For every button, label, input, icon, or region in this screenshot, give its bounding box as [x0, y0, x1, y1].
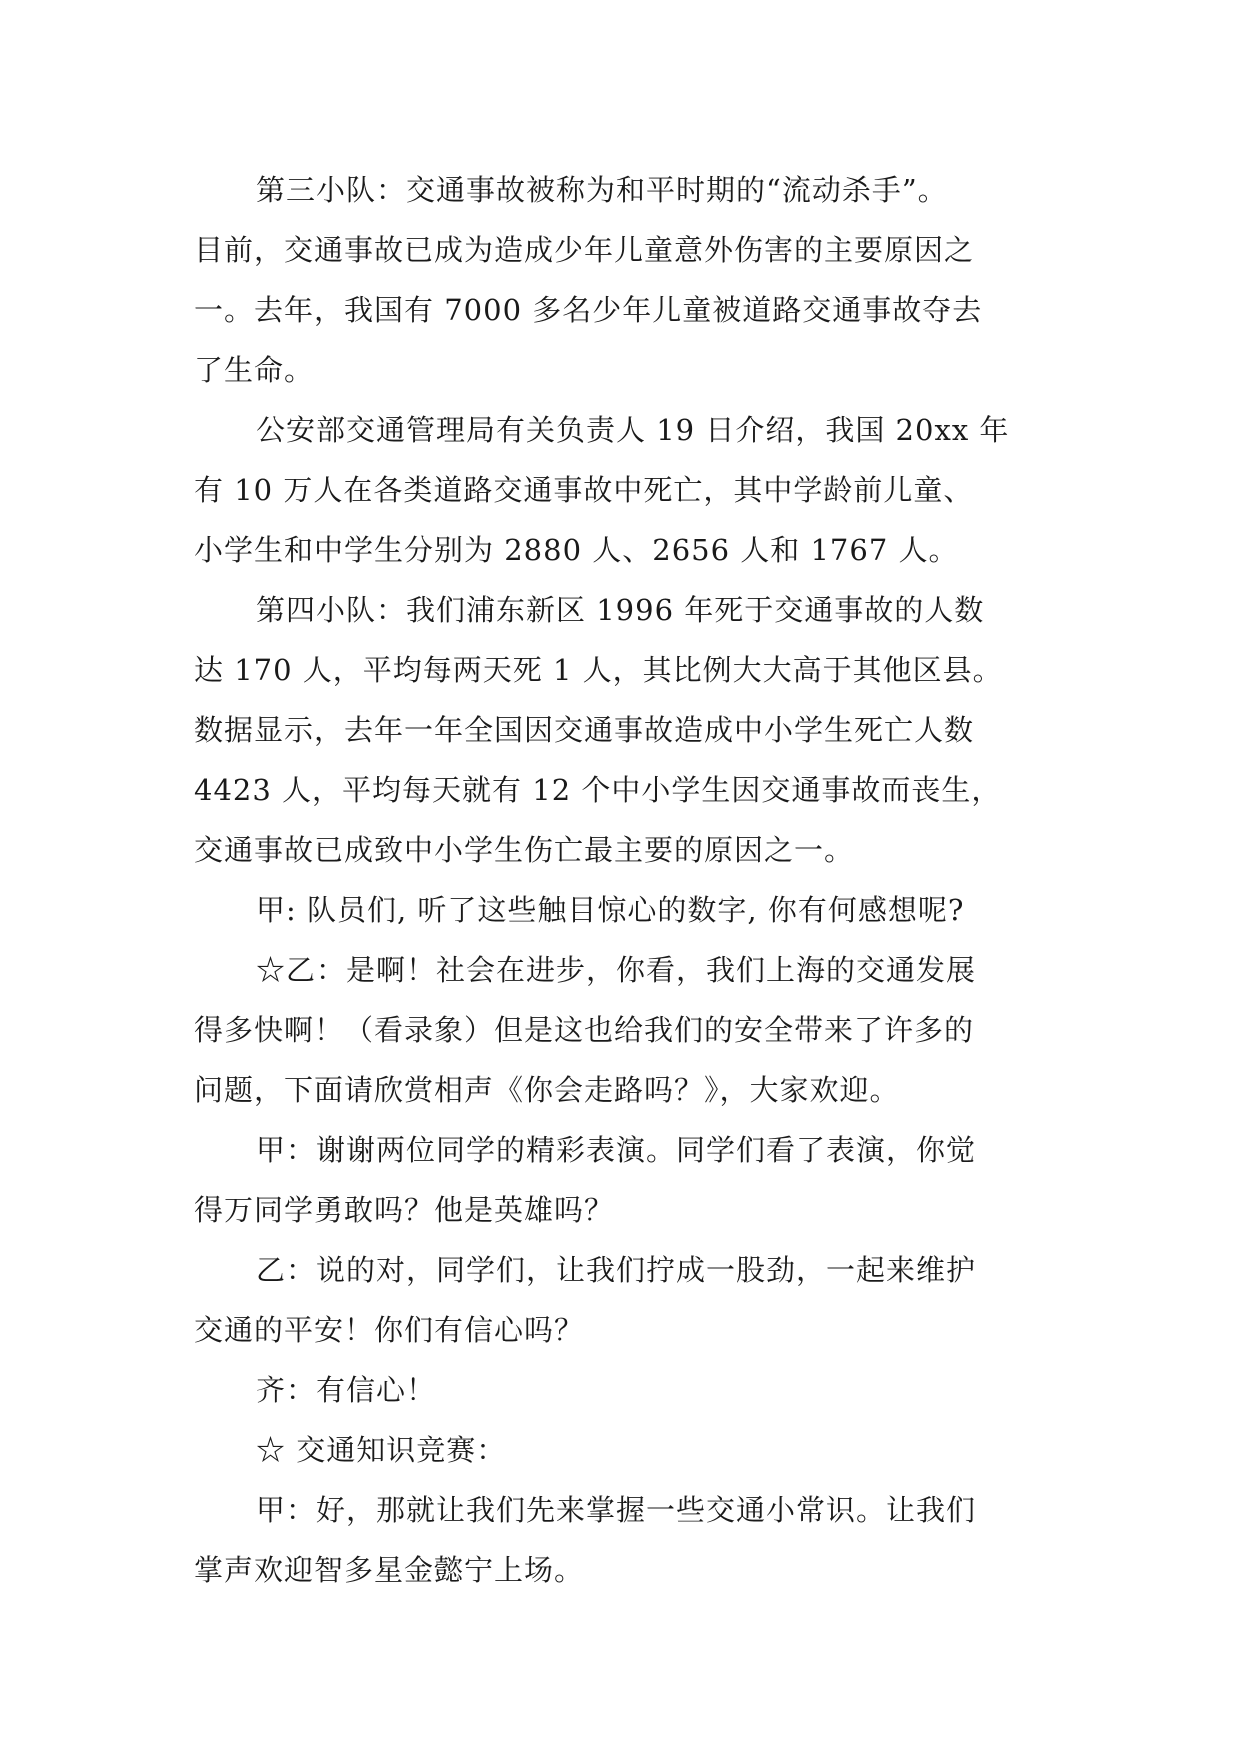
paragraph	[194, 1360, 1074, 1420]
text-line: 达 170 人，平均每两天死 1 人，其比例大大高于其他区县。	[194, 653, 1003, 687]
text-line: 公安部交通管理局有关负责人 19 日介绍，我国 20xx 年	[256, 413, 1010, 447]
text-line: 得多快啊！（看录象）但是这也给我们的安全带来了许多的	[194, 1013, 975, 1047]
text-line: 4423 人，平均每天就有 12 个中小学生因交通事故而丧生，	[194, 773, 1002, 807]
text-line: 第三小队：交通事故被称为和平时期的“流动杀手”。	[256, 173, 948, 207]
text-line: 数据显示，去年一年全国因交通事故造成中小学生死亡人数	[194, 713, 975, 747]
paragraph	[194, 400, 1074, 580]
text-line: 有 10 万人在各类道路交通事故中死亡，其中学龄前儿童、	[194, 473, 974, 507]
paragraph	[194, 1120, 1074, 1240]
paragraph	[194, 1240, 1074, 1360]
text-line: 甲：谢谢两位同学的精彩表演。同学们看了表演，你觉	[256, 1133, 977, 1167]
paragraph	[194, 1420, 1074, 1480]
text-line: 问题，下面请欣赏相声《你会走路吗？》，大家欢迎。	[194, 1073, 900, 1107]
paragraph	[194, 940, 1074, 1120]
text-line: ☆乙：是啊！社会在进步，你看，我们上海的交通发展	[256, 953, 977, 987]
text-line: 乙：说的对，同学们，让我们拧成一股劲，一起来维护	[256, 1253, 977, 1287]
text-line: 甲：好，那就让我们先来掌握一些交通小常识。让我们	[256, 1493, 977, 1527]
text-line: 交通的平安！你们有信心吗？	[194, 1313, 585, 1347]
text-line: 了生命。	[194, 353, 315, 387]
paragraph	[194, 580, 1074, 880]
document-body	[194, 160, 1074, 1600]
text-line: 小学生和中学生分别为 2880 人、2656 人和 1767 人。	[194, 533, 959, 567]
text-line: 第四小队：我们浦东新区 1996 年死于交通事故的人数	[256, 593, 985, 627]
text-line: 得万同学勇敢吗？他是英雄吗？	[194, 1193, 615, 1227]
text-line: 掌声欢迎智多星金懿宁上场。	[194, 1553, 585, 1587]
text-line: 一。去年，我国有 7000 多名少年儿童被道路交通事故夺去	[194, 293, 983, 327]
text-line: ☆ 交通知识竞赛：	[256, 1433, 507, 1467]
text-line: 目前，交通事故已成为造成少年儿童意外伤害的主要原因之	[194, 233, 975, 267]
paragraph	[194, 1480, 1074, 1600]
text-line: 甲: 队员们, 听了这些触目惊心的数字, 你有何感想呢?	[256, 893, 965, 927]
text-line: 交通事故已成致中小学生伤亡最主要的原因之一。	[194, 833, 855, 867]
text-line: 齐：有信心！	[256, 1373, 437, 1407]
paragraph	[194, 880, 1074, 940]
paragraph	[194, 160, 1074, 400]
